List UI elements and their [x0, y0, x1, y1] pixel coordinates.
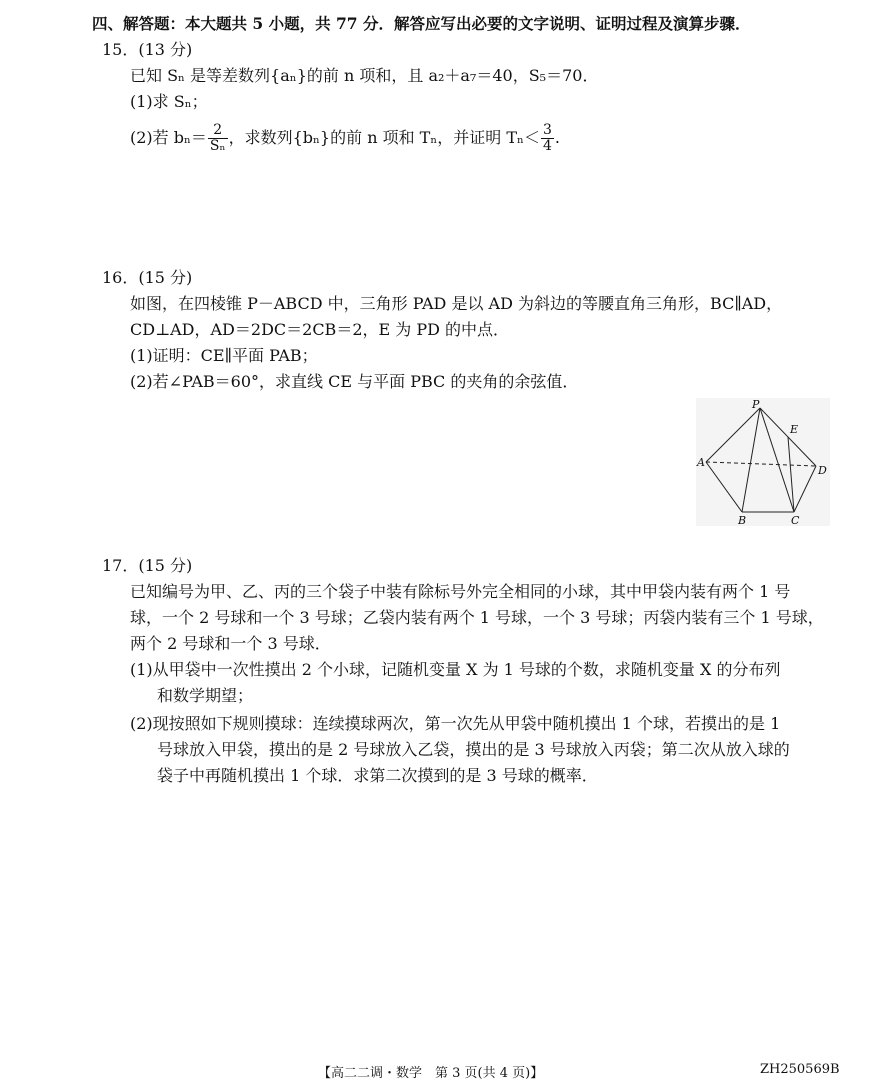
- q15-fraction-bn: [208, 123, 228, 154]
- q17-part1-line1: (1)从甲袋中一次性摸出 2 个小球，记随机变量 X 为 1 号球的个数，求随机变量 X 的分布列: [130, 660, 781, 679]
- q17-line1: 已知编号为甲、乙、丙的三个袋子中装有除标号外完全相同的小球，其中甲袋内装有两个 1 号: [130, 582, 791, 601]
- q15-part2-pre: (2)若 bₙ＝: [130, 128, 207, 147]
- q17-line2: 球，一个 2 号球和一个 3 号球；乙袋内装有两个 1 号球，一个 3 号球；丙袋内装有三个 1 号球，: [130, 608, 824, 627]
- q15-frac2-den: 4: [542, 138, 552, 154]
- q16-part2: (2)若∠PAB＝60°，求直线 CE 与平面 PBC 的夹角的余弦值．: [130, 372, 579, 391]
- q15-stem: 已知 Sₙ 是等差数列{aₙ}的前 n 项和，且 a₂＋a₇＝40，S₅＝70．: [130, 66, 599, 85]
- label-p: P: [752, 398, 760, 411]
- footer-code: ZH250569B: [760, 1062, 840, 1077]
- q15-part1: (1)求 Sₙ；: [130, 92, 208, 111]
- q15-number: 15．(13 分): [102, 40, 193, 59]
- q17-number: 17．(15 分): [102, 556, 193, 575]
- q17-line3: 两个 2 号球和一个 3 号球．: [130, 634, 331, 653]
- label-e: E: [790, 423, 799, 436]
- q15-fraction-bound: [541, 123, 554, 154]
- q15-frac2-num: 3: [542, 122, 552, 138]
- label-d: D: [818, 464, 827, 477]
- q16-part1: (1)证明：CE∥平面 PAB；: [130, 346, 318, 365]
- section-header: 四、解答题：本大题共 5 小题，共 77 分．解答应写出必要的文字说明、证明过程及演算步骤．: [92, 14, 751, 33]
- label-b: B: [738, 514, 747, 526]
- q17-part2-line1: (2)现按照如下规则摸球：连续摸球两次，第一次先从甲袋中随机摸出 1 个球，若摸出的是 1: [130, 714, 781, 733]
- q16-line1: 如图，在四棱锥 P－ABCD 中，三角形 PAD 是以 AD 为斜边的等腰直角三角形，BC∥AD，: [130, 294, 783, 313]
- pyramid-figure: [696, 398, 830, 526]
- label-a: A: [697, 456, 705, 469]
- q15-part2-mid: ，求数列{bₙ}的前 n 项和 Tₙ，并证明 Tₙ＜: [228, 128, 540, 147]
- q16-number: 16．(15 分): [102, 268, 193, 287]
- q17-part2-line3: 袋子中再随机摸出 1 个球．求第二次摸到的是 3 号球的概率．: [157, 766, 598, 785]
- label-c: C: [791, 514, 800, 526]
- q17-part2-line2: 号球放入甲袋，摸出的是 2 号球放入乙袋，摸出的是 3 号球放入丙袋；第二次从放入球的: [157, 740, 790, 759]
- q15-frac-num: 2: [208, 123, 228, 139]
- q15-frac-den: Sₙ: [209, 138, 226, 154]
- q16-line2: CD⊥AD，AD＝2DC＝2CB＝2，E 为 PD 的中点．: [130, 320, 510, 339]
- q17-part1-line2: 和数学期望；: [157, 686, 254, 705]
- q15-part2-end: .: [554, 128, 560, 147]
- footer-page-info: 【高二二调・数学 第 3 页(共 4 页)】: [318, 1066, 544, 1081]
- q15-part2: [130, 120, 560, 156]
